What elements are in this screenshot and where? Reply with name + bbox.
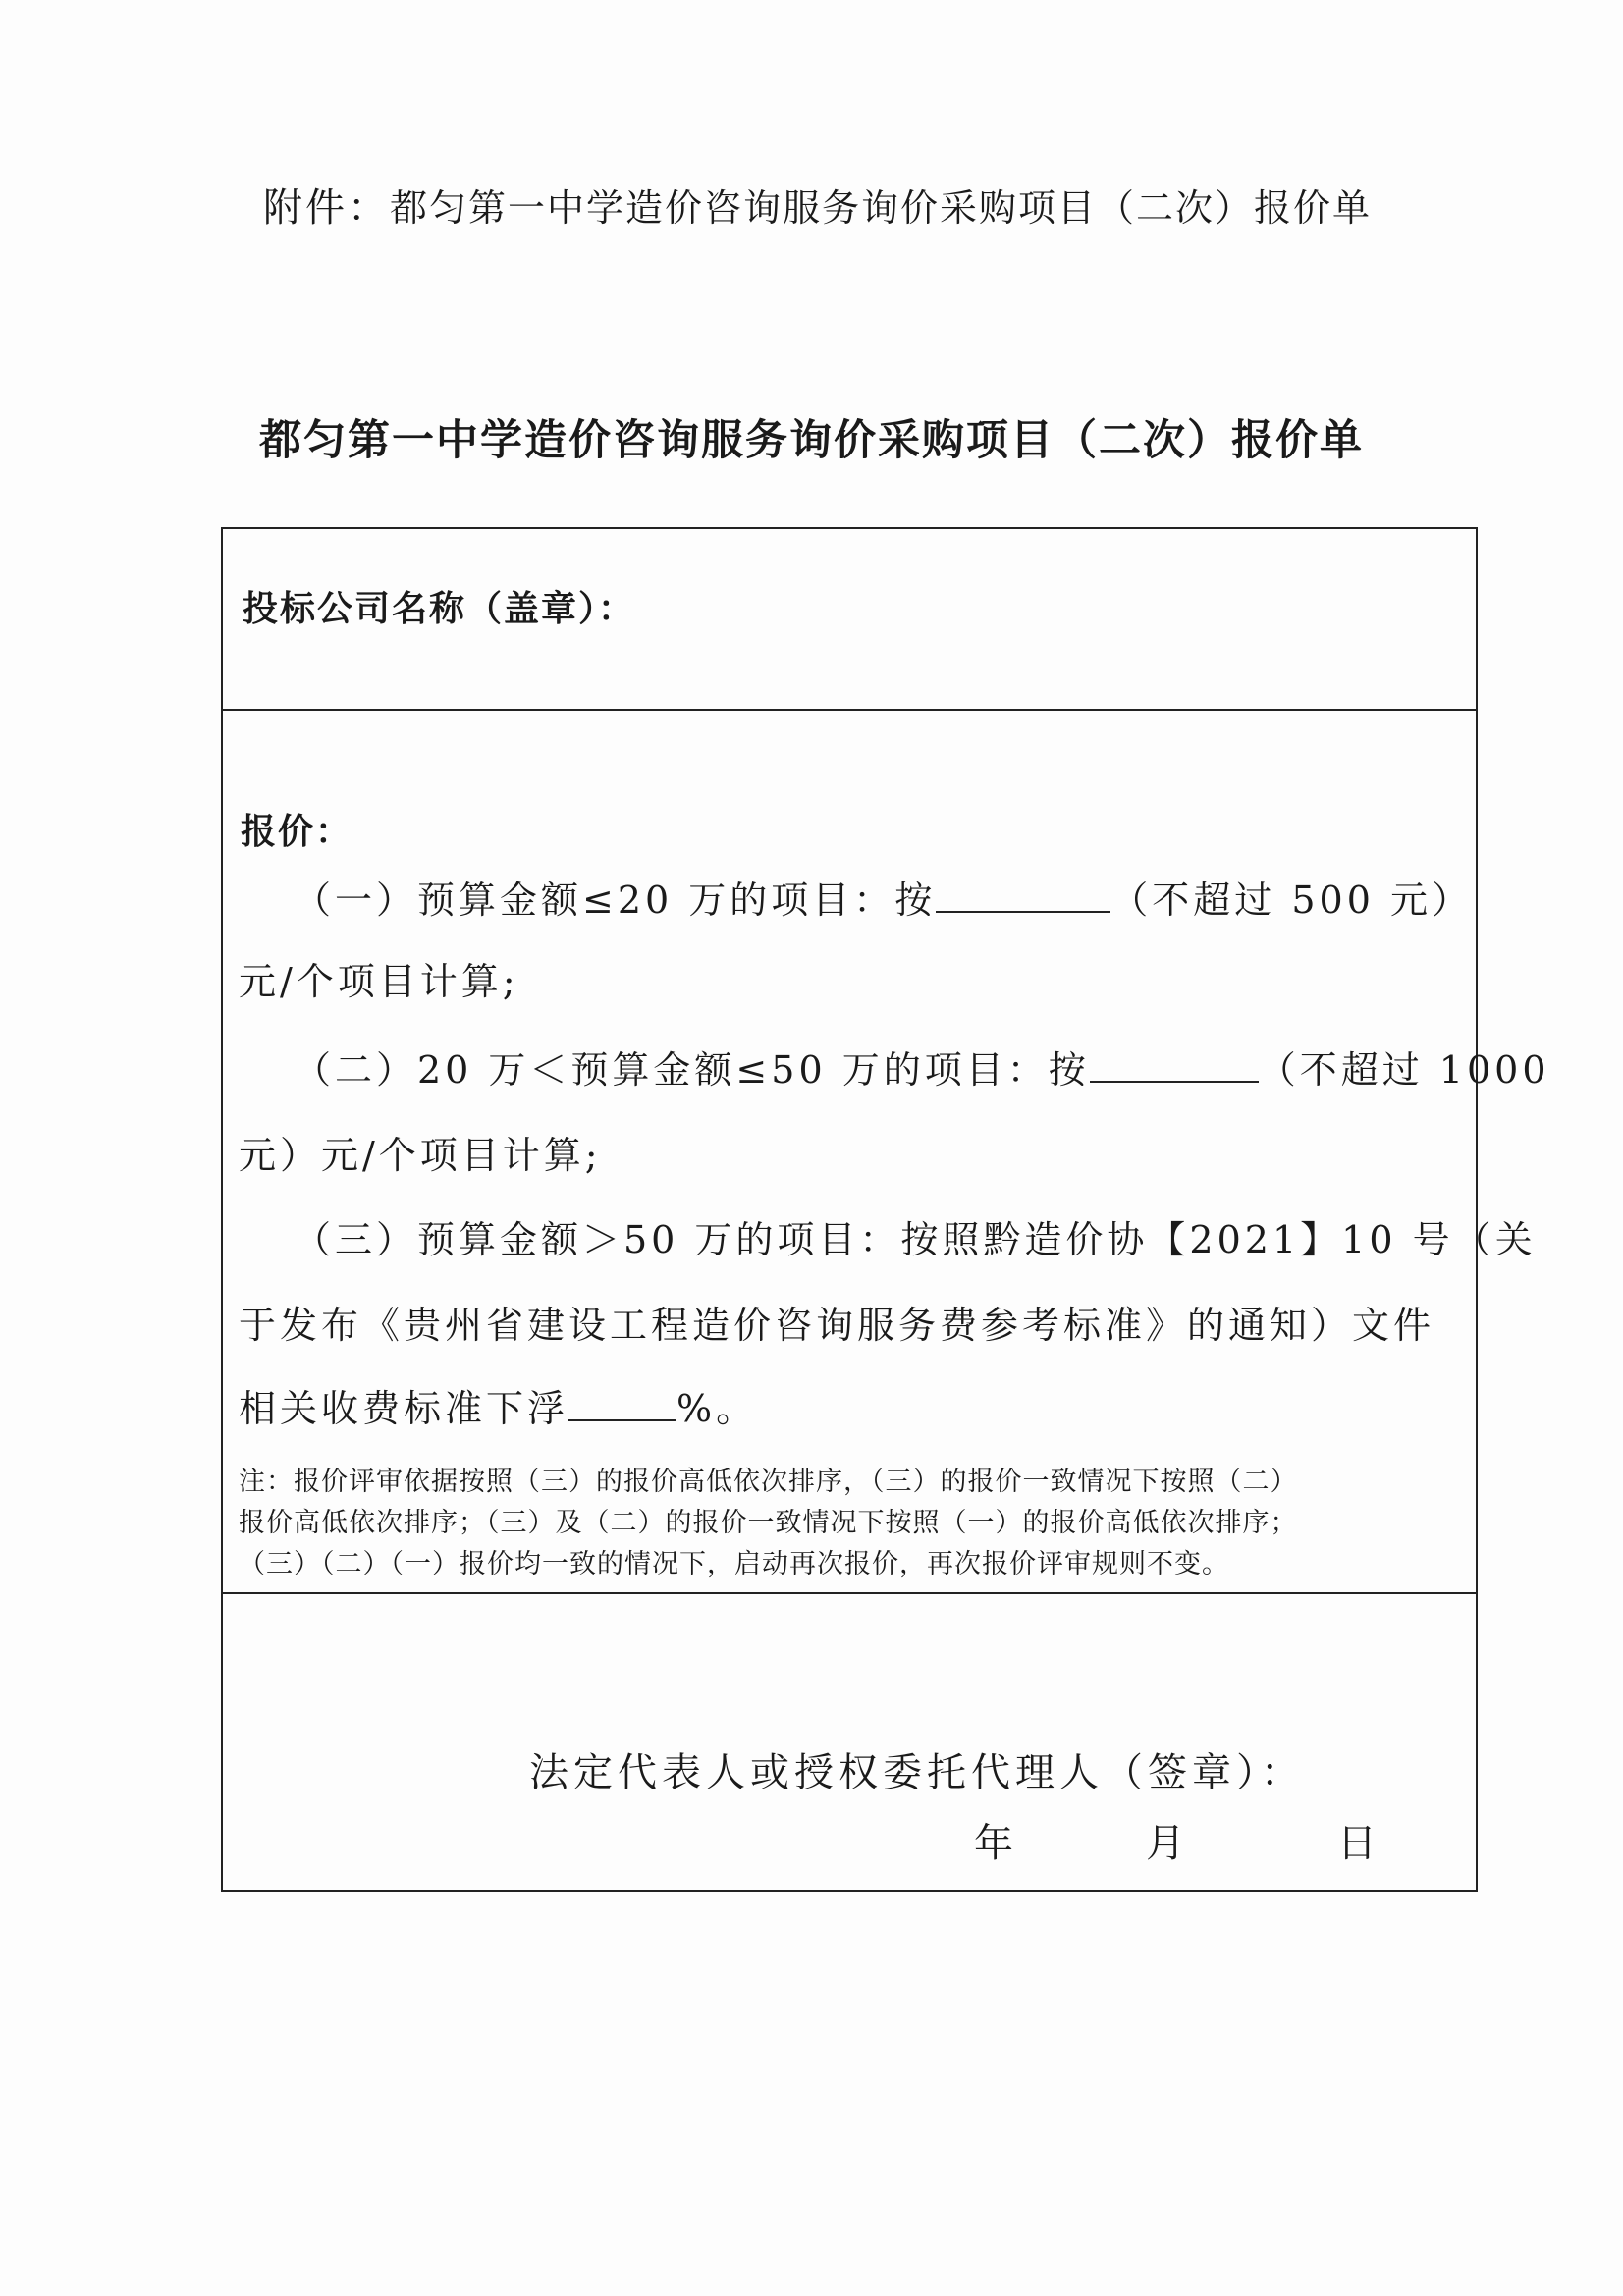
item1-line2: 元/个项目计算;: [239, 960, 519, 1003]
item1-text: （一）预算金额≤20 万的项目：按: [294, 879, 937, 922]
item2-limit: （不超过 1000: [1258, 1048, 1550, 1092]
item1-limit: （不超过 500 元）: [1110, 879, 1473, 922]
item3-text: 相关收费标准下浮: [239, 1387, 569, 1430]
quotation-row: [223, 711, 1550, 1594]
date-year: 年: [974, 1821, 1013, 1866]
item1-price-blank[interactable]: [936, 878, 1110, 913]
note-line3: （三）（二）（一）报价均一致的情况下，启动再次报价，再次报价评审规则不变。: [239, 1549, 1229, 1579]
signature-row: [223, 1594, 1476, 1892]
quotation-label: 报价：: [241, 812, 353, 852]
attachment-prefix: 附件：: [263, 186, 390, 231]
company-name-row: [223, 529, 1476, 711]
evaluation-note: [239, 1462, 1466, 1585]
item2-price-blank[interactable]: [1090, 1047, 1259, 1083]
note-line1: 注：报价评审依据按照（三）的报价高低依次排序，（三）的报价一致情况下按照（二）: [239, 1467, 1298, 1497]
item3-line3: [239, 1378, 757, 1432]
item2-line1: [294, 1040, 1550, 1094]
date-day: 日: [1337, 1821, 1377, 1866]
item1-line1: [294, 870, 1473, 924]
attachment-title: 都匀第一中学造价咨询服务询价采购项目（二次）报价单: [390, 187, 1373, 230]
item2-text: （二）20 万＜预算金额≤50 万的项目：按: [294, 1048, 1090, 1092]
document-title: 都匀第一中学造价咨询服务询价采购项目（二次）报价单: [259, 416, 1364, 465]
signature-label: 法定代表人或授权委托代理人（签章）：: [529, 1750, 1305, 1795]
company-name-label: 投标公司名称（盖章）：: [243, 589, 636, 629]
quotation-form: [221, 527, 1550, 1892]
item2-line2: 元）元/个项目计算;: [239, 1134, 602, 1177]
note-line2: 报价高低依次排序；（三）及（二）的报价一致情况下按照（一）的报价高低依次排序；: [239, 1508, 1298, 1538]
attachment-header: [263, 177, 1372, 233]
item3-line2: 于发布《贵州省建设工程造价咨询服务费参考标准》的通知）文件: [239, 1304, 1435, 1347]
date-month: 月: [1146, 1821, 1185, 1866]
item3-line1: （三）预算金额＞50 万的项目：按照黔造价协【2021】10 号（关: [294, 1218, 1537, 1261]
item3-percent: %。: [676, 1387, 758, 1430]
discount-percent-blank[interactable]: [568, 1386, 676, 1421]
